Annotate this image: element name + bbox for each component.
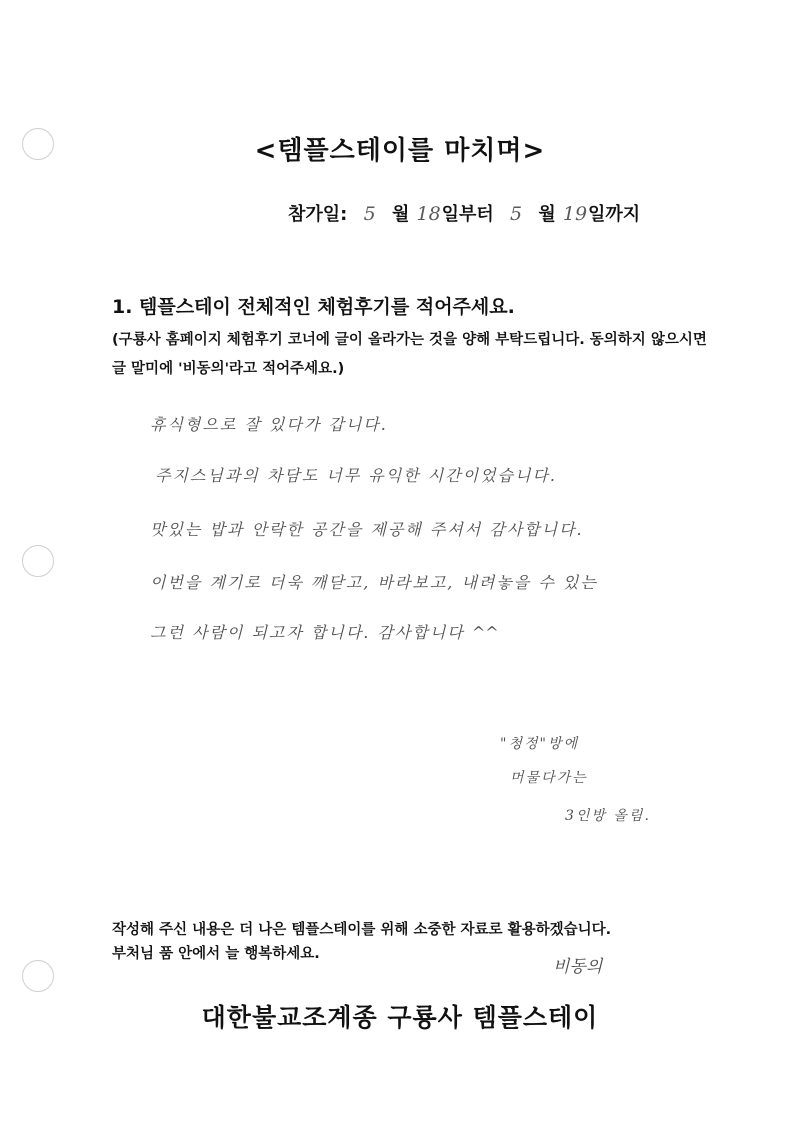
until-label: 일까지 [588, 204, 641, 225]
dates-label: 참가일: [288, 204, 348, 225]
from-label: 일부터 [441, 204, 494, 225]
participation-dates [288, 200, 640, 226]
footer-line: 작성해 주신 내용은 더 나은 템플스테이를 위해 소중한 자료로 활용하겠습니다. [112, 922, 612, 938]
review-line: 이번을 계기로 더욱 깨닫고, 바라보고, 내려놓을 수 있는 [150, 573, 598, 592]
end-day-field[interactable]: 19 [562, 203, 588, 225]
review-line [150, 620, 499, 643]
footer-note [112, 918, 611, 966]
smiley-icon: ^^ [471, 623, 499, 642]
punch-hole-icon [22, 960, 54, 992]
month-unit: 월 [538, 204, 556, 225]
end-month-field[interactable]: 5 [510, 203, 523, 225]
question-heading: 1. 템플스테이 전체적인 체험후기를 적어주세요. [112, 296, 515, 318]
signoff-line: 3인방 올림. [565, 808, 651, 824]
signoff-line: "청정"방에 [500, 736, 579, 752]
consent-mark: 비동의 [553, 957, 603, 977]
punch-hole-icon [22, 545, 54, 577]
review-line: 휴식형으로 잘 있다가 갑니다. [150, 415, 388, 434]
signoff-line: 머물다가는 [510, 770, 588, 786]
review-line: 주지스님과의 차담도 너무 유익한 시간이었습니다. [155, 466, 558, 485]
review-line: 맛있는 밥과 안락한 공간을 제공해 주셔서 감사합니다. [150, 520, 584, 539]
footer-line: 부처님 품 안에서 늘 행복하세요. [112, 946, 320, 962]
review-line-text: 그런 사람이 되고자 합니다. 감사합니다 [150, 623, 465, 642]
organization-name: 대한불교조계종 구룡사 템플스테이 [201, 1003, 599, 1032]
question-note: (구룡사 홈페이지 체험후기 코너에 글이 올라가는 것을 양해 부탁드립니다. 동의하지 않으시면 글 말미에 '비동의'라고 적어주세요.) [112, 332, 707, 377]
start-month-field[interactable]: 5 [363, 203, 376, 225]
page-title: <템플스테이를 마치며> [254, 136, 546, 166]
month-unit: 월 [391, 204, 410, 225]
start-day-field[interactable]: 18 [416, 203, 441, 225]
